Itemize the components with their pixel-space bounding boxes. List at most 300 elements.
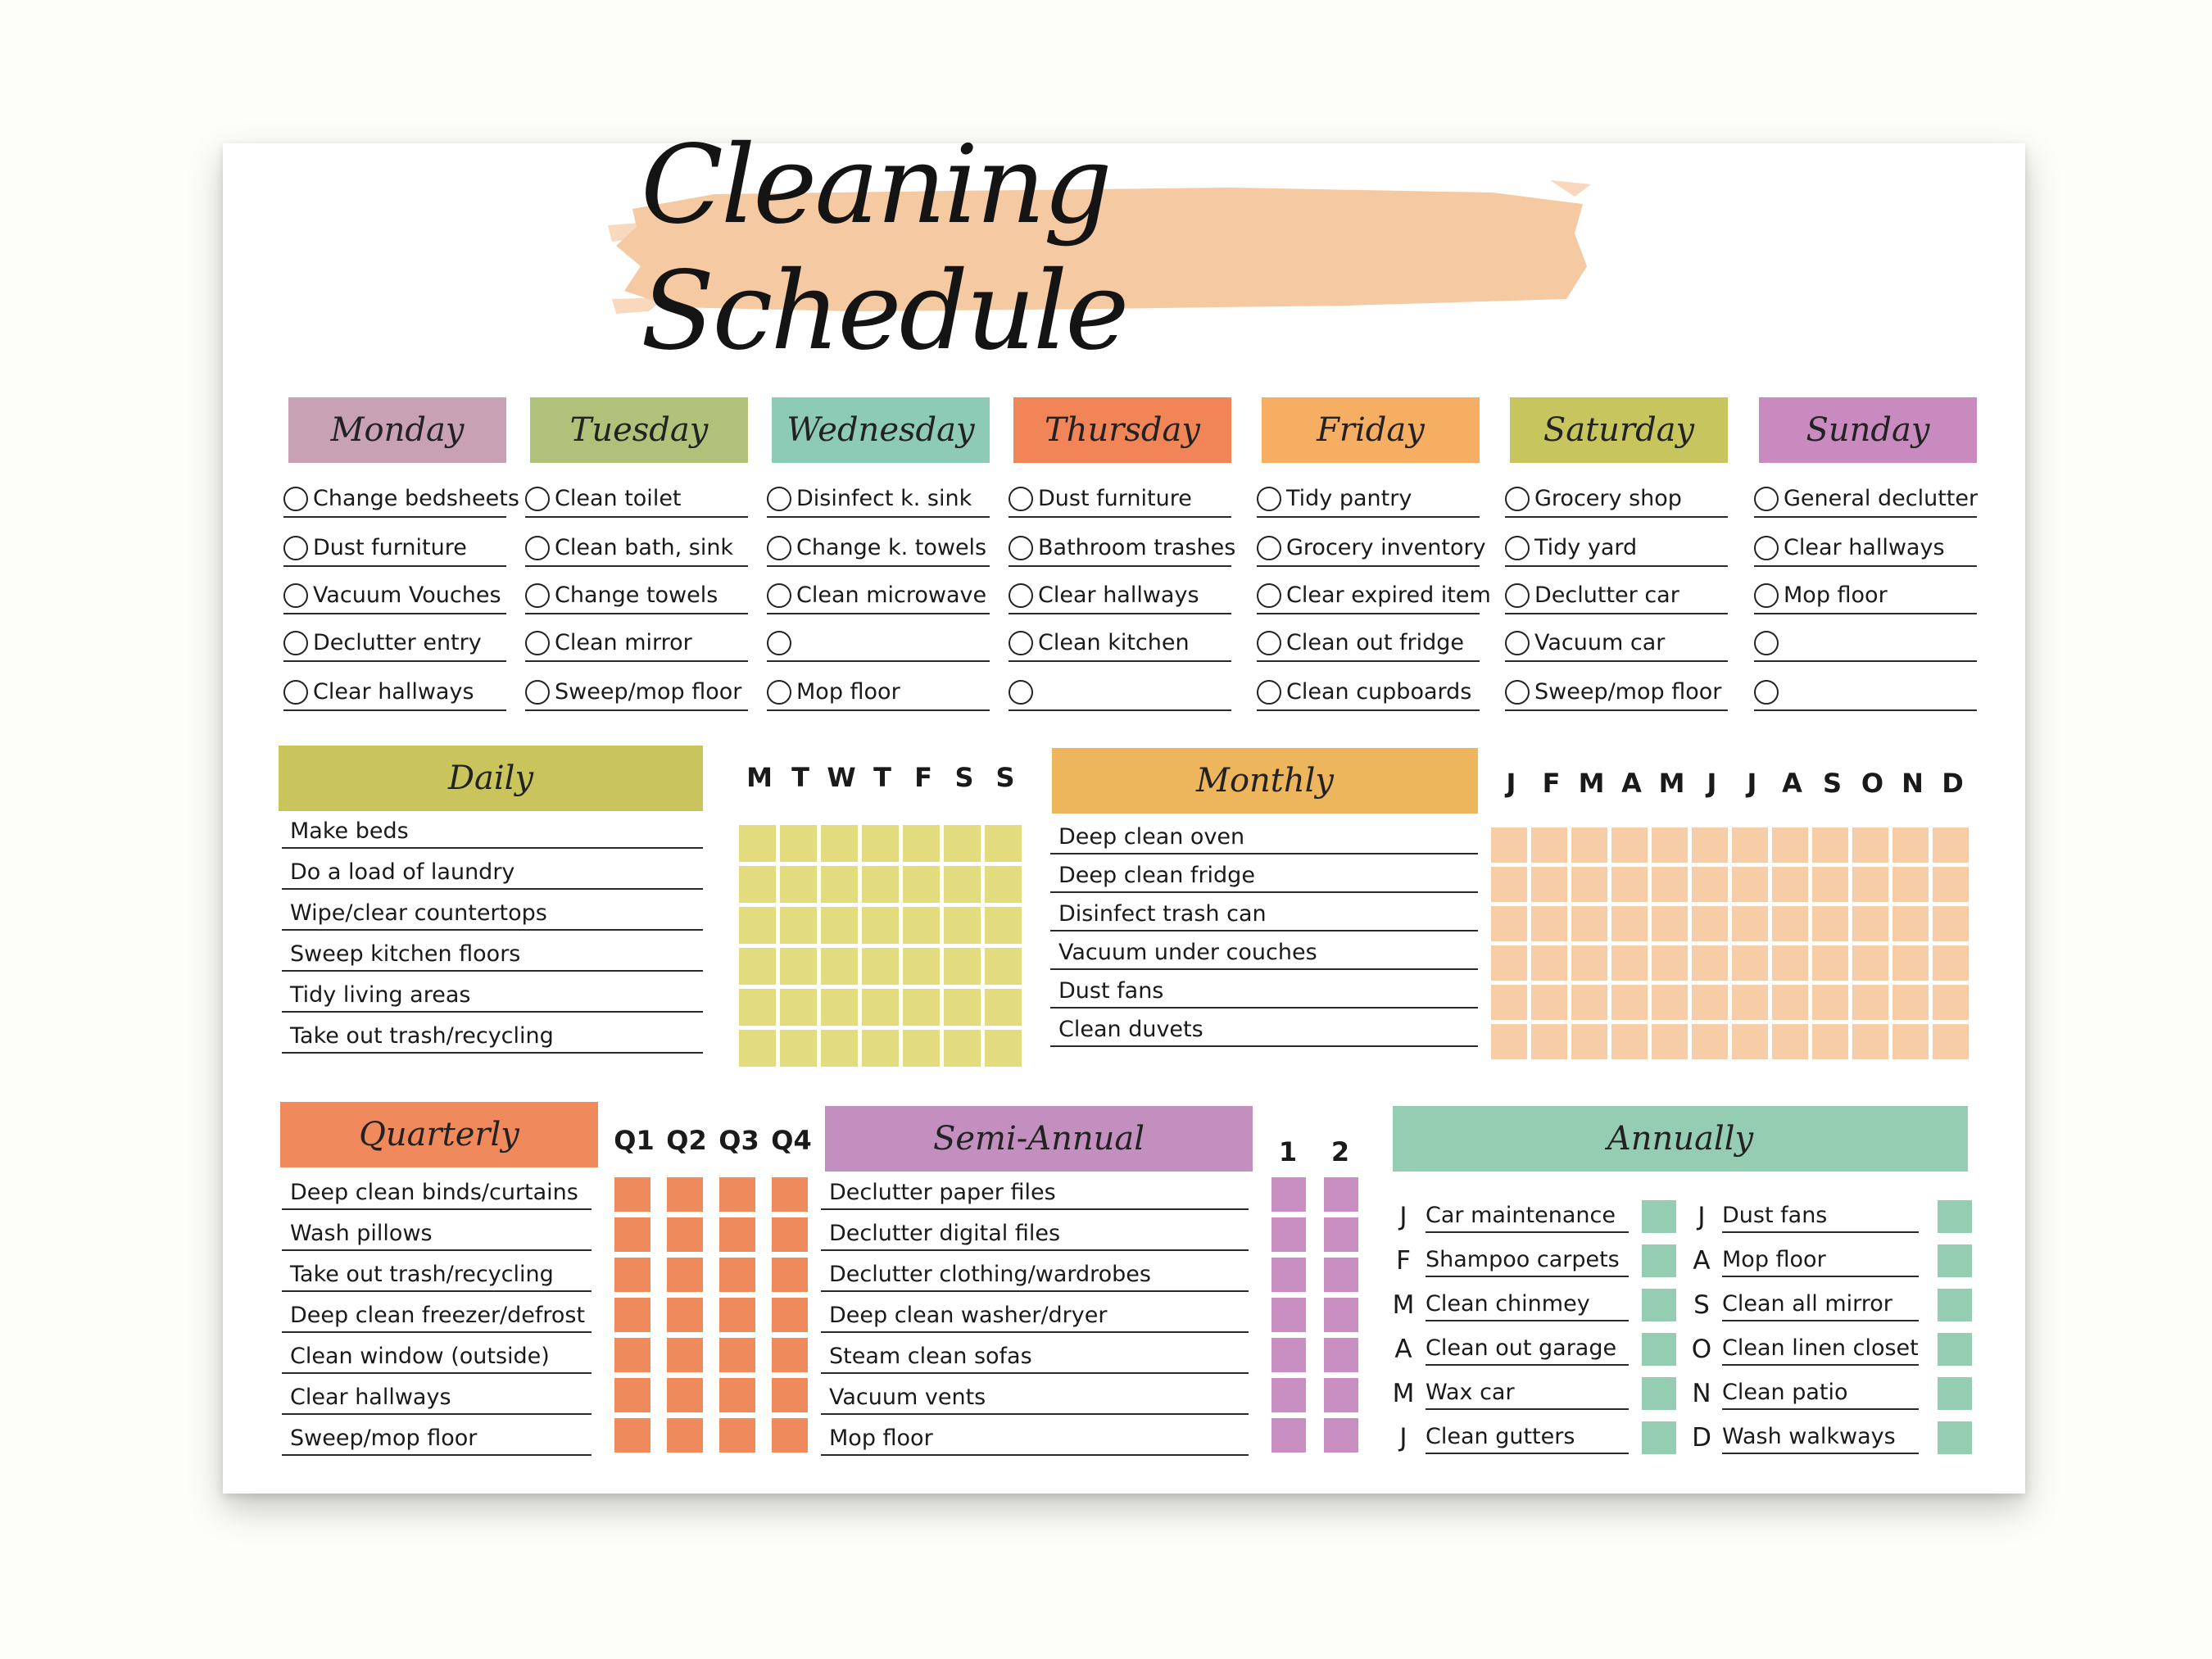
semi-annual-checkbox[interactable] bbox=[1324, 1378, 1358, 1412]
checkbox-circle-icon[interactable] bbox=[767, 680, 791, 705]
checkbox-circle-icon[interactable] bbox=[1754, 536, 1779, 560]
daily-checkbox[interactable] bbox=[780, 1030, 817, 1067]
quarterly-checkbox[interactable] bbox=[772, 1418, 808, 1453]
monthly-checkbox[interactable] bbox=[1531, 1024, 1567, 1059]
checkbox-circle-icon[interactable] bbox=[1257, 631, 1281, 655]
weekly-task-label: Clean bath, sink bbox=[555, 535, 734, 560]
day-header-monday: Monday bbox=[288, 397, 506, 463]
weekly-task-row bbox=[1257, 572, 1491, 614]
checkbox-circle-icon[interactable] bbox=[767, 583, 791, 608]
monthly-task: Deep clean fridge bbox=[1050, 858, 1478, 893]
annual-checkbox[interactable] bbox=[1938, 1421, 1972, 1454]
monthly-checkbox[interactable] bbox=[1571, 945, 1607, 981]
semi-annual-checkbox[interactable] bbox=[1271, 1177, 1306, 1212]
monthly-checkbox[interactable] bbox=[1852, 867, 1888, 902]
checkbox-circle-icon[interactable] bbox=[283, 631, 308, 655]
weekly-task-row bbox=[1257, 669, 1480, 711]
annual-task: Wax car bbox=[1426, 1369, 1629, 1410]
daily-checkbox[interactable] bbox=[821, 866, 858, 903]
daily-checkbox[interactable] bbox=[739, 989, 776, 1026]
quarterly-checkbox[interactable] bbox=[719, 1418, 755, 1453]
semi-annual-checkbox[interactable] bbox=[1271, 1258, 1306, 1292]
daily-checkbox[interactable] bbox=[944, 948, 981, 985]
annual-month-letter: D bbox=[1692, 1423, 1711, 1453]
column-letter: S bbox=[995, 762, 1015, 793]
monthly-checkbox[interactable] bbox=[1892, 945, 1929, 981]
annual-month-letter: O bbox=[1691, 1335, 1712, 1364]
annual-task: Mop floor bbox=[1722, 1236, 1919, 1277]
quarterly-task: Deep clean binds/curtains bbox=[282, 1172, 592, 1210]
annual-checkbox[interactable] bbox=[1642, 1289, 1676, 1321]
semi-annual-checkbox[interactable] bbox=[1271, 1378, 1306, 1412]
monthly-checkbox[interactable] bbox=[1491, 985, 1527, 1020]
daily-checkbox[interactable] bbox=[821, 948, 858, 985]
monthly-checkbox[interactable] bbox=[1611, 945, 1648, 981]
monthly-checkbox[interactable] bbox=[1772, 1024, 1808, 1059]
semi-annual-checkbox[interactable] bbox=[1271, 1217, 1306, 1252]
daily-checkbox[interactable] bbox=[903, 825, 940, 862]
daily-checkbox[interactable] bbox=[985, 907, 1022, 944]
annual-month-letter: J bbox=[1399, 1423, 1407, 1453]
daily-checkbox[interactable] bbox=[985, 1030, 1022, 1067]
daily-checkbox[interactable] bbox=[862, 989, 899, 1026]
quarterly-checkbox[interactable] bbox=[614, 1217, 650, 1252]
day-header-thursday: Thursday bbox=[1013, 397, 1231, 463]
annual-month-letter: A bbox=[1394, 1335, 1412, 1364]
weekly-task-label: Change bedsheets bbox=[313, 486, 519, 511]
semi-annual-checkbox[interactable] bbox=[1271, 1338, 1306, 1372]
daily-checkbox[interactable] bbox=[780, 948, 817, 985]
monthly-checkbox[interactable] bbox=[1732, 827, 1768, 863]
monthly-checkbox[interactable] bbox=[1732, 867, 1768, 902]
quarterly-checkbox[interactable] bbox=[667, 1298, 703, 1332]
weekly-task-label: Clean toilet bbox=[555, 486, 682, 511]
daily-checkbox[interactable] bbox=[903, 907, 940, 944]
annual-month-letter: N bbox=[1692, 1379, 1711, 1408]
checkbox-circle-icon[interactable] bbox=[525, 487, 550, 511]
daily-checkbox[interactable] bbox=[821, 825, 858, 862]
annual-checkbox[interactable] bbox=[1938, 1200, 1972, 1233]
quarterly-checkbox[interactable] bbox=[614, 1177, 650, 1212]
checkbox-circle-icon[interactable] bbox=[525, 583, 550, 608]
daily-checkbox[interactable] bbox=[944, 825, 981, 862]
monthly-checkbox[interactable] bbox=[1571, 1024, 1607, 1059]
daily-checkbox[interactable] bbox=[739, 1030, 776, 1067]
monthly-checkbox[interactable] bbox=[1892, 827, 1929, 863]
annual-checkbox[interactable] bbox=[1642, 1333, 1676, 1366]
checkbox-circle-icon[interactable] bbox=[283, 583, 308, 608]
daily-checkbox[interactable] bbox=[985, 866, 1022, 903]
quarterly-checkbox[interactable] bbox=[772, 1378, 808, 1412]
daily-checkbox[interactable] bbox=[739, 907, 776, 944]
monthly-checkbox[interactable] bbox=[1692, 945, 1728, 981]
quarterly-checkbox[interactable] bbox=[667, 1177, 703, 1212]
semi-annual-checkbox[interactable] bbox=[1324, 1177, 1358, 1212]
monthly-task: Disinfect trash can bbox=[1050, 896, 1478, 931]
monthly-checkbox[interactable] bbox=[1772, 867, 1808, 902]
annual-checkbox[interactable] bbox=[1938, 1244, 1972, 1277]
weekly-task-row bbox=[1257, 475, 1480, 518]
monthly-checkbox[interactable] bbox=[1531, 906, 1567, 941]
monthly-checkbox[interactable] bbox=[1692, 827, 1728, 863]
checkbox-circle-icon[interactable] bbox=[1754, 487, 1779, 511]
monthly-checkbox[interactable] bbox=[1772, 827, 1808, 863]
quarterly-checkbox[interactable] bbox=[667, 1378, 703, 1412]
annual-checkbox[interactable] bbox=[1938, 1289, 1972, 1321]
daily-checkbox[interactable] bbox=[780, 825, 817, 862]
column-letter: 2 bbox=[1330, 1136, 1350, 1167]
quarterly-checkbox[interactable] bbox=[667, 1338, 703, 1372]
daily-checkbox[interactable] bbox=[739, 948, 776, 985]
quarterly-checkbox[interactable] bbox=[667, 1418, 703, 1453]
monthly-checkbox[interactable] bbox=[1852, 945, 1888, 981]
monthly-checkbox[interactable] bbox=[1652, 867, 1688, 902]
monthly-checkbox[interactable] bbox=[1933, 945, 1969, 981]
monthly-checkbox[interactable] bbox=[1812, 945, 1848, 981]
monthly-checkbox[interactable] bbox=[1491, 1024, 1527, 1059]
monthly-header: Monthly bbox=[1052, 748, 1478, 814]
weekly-task-row bbox=[767, 524, 990, 567]
monthly-checkbox[interactable] bbox=[1892, 1024, 1929, 1059]
cleaning-schedule-sheet bbox=[223, 121, 2025, 1494]
monthly-checkbox-grid bbox=[1491, 827, 1969, 1059]
checkbox-circle-icon[interactable] bbox=[1257, 583, 1281, 608]
semi-annual-checkbox[interactable] bbox=[1324, 1298, 1358, 1332]
monthly-checkbox[interactable] bbox=[1812, 867, 1848, 902]
monthly-checkbox[interactable] bbox=[1652, 906, 1688, 941]
daily-checkbox[interactable] bbox=[903, 948, 940, 985]
weekly-task-label: Clear hallways bbox=[1038, 582, 1199, 608]
monthly-checkbox[interactable] bbox=[1611, 827, 1648, 863]
checkbox-circle-icon[interactable] bbox=[1505, 583, 1530, 608]
annually-header: Annually bbox=[1393, 1106, 1968, 1172]
weekly-task-row bbox=[1257, 524, 1486, 567]
monthly-checkbox[interactable] bbox=[1531, 945, 1567, 981]
monthly-checkbox[interactable] bbox=[1732, 985, 1768, 1020]
monthly-month-letters bbox=[1491, 768, 1973, 799]
monthly-checkbox[interactable] bbox=[1571, 985, 1607, 1020]
annual-task: Dust fans bbox=[1722, 1192, 1919, 1233]
monthly-checkbox[interactable] bbox=[1491, 906, 1527, 941]
monthly-checkbox[interactable] bbox=[1692, 1024, 1728, 1059]
daily-day-letters bbox=[739, 762, 1026, 793]
annual-checkbox[interactable] bbox=[1642, 1421, 1676, 1454]
checkbox-circle-icon[interactable] bbox=[283, 680, 308, 705]
quarterly-checkbox[interactable] bbox=[719, 1258, 755, 1292]
weekly-task-label: Vacuum Vouches bbox=[313, 582, 501, 608]
quarterly-checkbox[interactable] bbox=[772, 1298, 808, 1332]
monthly-checkbox[interactable] bbox=[1692, 906, 1728, 941]
quarterly-checkbox[interactable] bbox=[719, 1177, 755, 1212]
daily-checkbox[interactable] bbox=[780, 989, 817, 1026]
column-letter: Q2 bbox=[666, 1125, 707, 1156]
daily-checkbox[interactable] bbox=[903, 989, 940, 1026]
quarterly-checkbox[interactable] bbox=[772, 1217, 808, 1252]
weekly-task-row bbox=[1754, 669, 1977, 711]
monthly-checkbox[interactable] bbox=[1652, 1024, 1688, 1059]
checkbox-circle-icon[interactable] bbox=[1257, 487, 1281, 511]
weekly-task-row bbox=[1505, 669, 1728, 711]
weekly-task-label: Disinfect k. sink bbox=[796, 486, 972, 511]
weekly-task-label: Tidy yard bbox=[1534, 535, 1638, 560]
quarterly-checkbox[interactable] bbox=[614, 1258, 650, 1292]
monthly-checkbox[interactable] bbox=[1652, 827, 1688, 863]
weekly-task-row bbox=[283, 619, 506, 662]
checkbox-circle-icon[interactable] bbox=[1009, 583, 1033, 608]
daily-checkbox[interactable] bbox=[862, 825, 899, 862]
weekly-task-row bbox=[767, 475, 990, 518]
checkbox-circle-icon[interactable] bbox=[525, 680, 550, 705]
column-letter: J bbox=[1747, 768, 1757, 799]
annual-task: Shampoo carpets bbox=[1426, 1236, 1629, 1277]
monthly-checkbox[interactable] bbox=[1531, 827, 1567, 863]
column-letter: M bbox=[1578, 768, 1605, 799]
monthly-checkbox[interactable] bbox=[1571, 867, 1607, 902]
daily-checkbox[interactable] bbox=[944, 866, 981, 903]
quarterly-checkbox[interactable] bbox=[614, 1418, 650, 1453]
monthly-checkbox[interactable] bbox=[1571, 827, 1607, 863]
monthly-checkbox[interactable] bbox=[1491, 827, 1527, 863]
monthly-checkbox[interactable] bbox=[1611, 906, 1648, 941]
annual-month-letter: A bbox=[1693, 1246, 1711, 1276]
daily-checkbox[interactable] bbox=[821, 989, 858, 1026]
quarterly-checkbox[interactable] bbox=[772, 1258, 808, 1292]
checkbox-circle-icon[interactable] bbox=[283, 487, 308, 511]
monthly-checkbox[interactable] bbox=[1531, 867, 1567, 902]
daily-checkbox[interactable] bbox=[903, 866, 940, 903]
monthly-checkbox[interactable] bbox=[1812, 906, 1848, 941]
monthly-checkbox[interactable] bbox=[1933, 1024, 1969, 1059]
weekly-task-row bbox=[1009, 475, 1231, 518]
monthly-checkbox[interactable] bbox=[1611, 985, 1648, 1020]
title-area bbox=[608, 121, 1591, 374]
column-letter: Q4 bbox=[771, 1125, 812, 1156]
daily-checkbox[interactable] bbox=[739, 825, 776, 862]
daily-checkbox-grid bbox=[739, 825, 1022, 1067]
column-letter: J bbox=[1707, 768, 1717, 799]
weekly-task-label: Change towels bbox=[555, 582, 718, 608]
monthly-checkbox[interactable] bbox=[1652, 945, 1688, 981]
semi-annual-checkbox[interactable] bbox=[1324, 1258, 1358, 1292]
monthly-task: Dust fans bbox=[1050, 973, 1478, 1009]
checkbox-circle-icon[interactable] bbox=[525, 536, 550, 560]
monthly-checkbox[interactable] bbox=[1892, 867, 1929, 902]
monthly-checkbox[interactable] bbox=[1812, 1024, 1848, 1059]
monthly-checkbox[interactable] bbox=[1692, 867, 1728, 902]
annual-month-letter: J bbox=[1399, 1202, 1407, 1231]
annual-task: Clean gutters bbox=[1426, 1413, 1629, 1454]
monthly-checkbox[interactable] bbox=[1531, 985, 1567, 1020]
quarterly-checkbox[interactable] bbox=[772, 1177, 808, 1212]
monthly-checkbox[interactable] bbox=[1933, 985, 1969, 1020]
quarterly-checkbox[interactable] bbox=[719, 1217, 755, 1252]
monthly-checkbox[interactable] bbox=[1933, 827, 1969, 863]
annual-task: Clean all mirror bbox=[1722, 1281, 1919, 1321]
checkbox-circle-icon[interactable] bbox=[1505, 631, 1530, 655]
weekly-task-label: Dust furniture bbox=[313, 535, 467, 560]
weekly-task-label: Clean kitchen bbox=[1038, 630, 1190, 655]
monthly-checkbox[interactable] bbox=[1892, 906, 1929, 941]
weekly-task-label: Clean mirror bbox=[555, 630, 692, 655]
column-letter: M bbox=[1658, 768, 1685, 799]
column-letter: S bbox=[954, 762, 974, 793]
weekly-task-row bbox=[1754, 619, 1977, 662]
weekly-task-row bbox=[1009, 572, 1231, 614]
quarterly-checkbox-grid bbox=[614, 1177, 808, 1453]
weekly-task-label: Clean microwave bbox=[796, 582, 987, 608]
checkbox-circle-icon[interactable] bbox=[1754, 631, 1779, 655]
monthly-checkbox[interactable] bbox=[1571, 906, 1607, 941]
annual-checkbox[interactable] bbox=[1642, 1200, 1676, 1233]
semi-annual-checkbox[interactable] bbox=[1271, 1418, 1306, 1453]
daily-checkbox[interactable] bbox=[944, 989, 981, 1026]
semi-annual-header: Semi-Annual bbox=[825, 1106, 1253, 1172]
monthly-checkbox[interactable] bbox=[1692, 985, 1728, 1020]
semi-annual-task: Declutter paper files bbox=[821, 1172, 1249, 1210]
weekly-task-row bbox=[283, 669, 506, 711]
quarterly-checkbox[interactable] bbox=[719, 1338, 755, 1372]
daily-checkbox[interactable] bbox=[944, 907, 981, 944]
monthly-checkbox[interactable] bbox=[1852, 827, 1888, 863]
monthly-checkbox[interactable] bbox=[1933, 867, 1969, 902]
quarterly-checkbox[interactable] bbox=[667, 1217, 703, 1252]
column-letter: J bbox=[1506, 768, 1516, 799]
checkbox-circle-icon[interactable] bbox=[1009, 680, 1033, 705]
monthly-checkbox[interactable] bbox=[1611, 1024, 1648, 1059]
monthly-checkbox[interactable] bbox=[1772, 906, 1808, 941]
quarterly-letters bbox=[608, 1125, 818, 1156]
weekly-task-row bbox=[283, 524, 506, 567]
quarterly-checkbox[interactable] bbox=[614, 1298, 650, 1332]
quarterly-checkbox[interactable] bbox=[614, 1378, 650, 1412]
checkbox-circle-icon[interactable] bbox=[1505, 536, 1530, 560]
weekly-task-label: Clear expired item bbox=[1286, 582, 1491, 608]
daily-checkbox[interactable] bbox=[903, 1030, 940, 1067]
checkbox-circle-icon[interactable] bbox=[1505, 487, 1530, 511]
quarterly-header: Quarterly bbox=[280, 1102, 598, 1167]
day-header-saturday: Saturday bbox=[1510, 397, 1728, 463]
daily-checkbox[interactable] bbox=[944, 1030, 981, 1067]
semi-annual-checkbox[interactable] bbox=[1324, 1418, 1358, 1453]
column-letter: S bbox=[1822, 768, 1843, 799]
quarterly-checkbox[interactable] bbox=[719, 1378, 755, 1412]
checkbox-circle-icon[interactable] bbox=[1009, 536, 1033, 560]
daily-checkbox[interactable] bbox=[821, 907, 858, 944]
quarterly-checkbox[interactable] bbox=[614, 1338, 650, 1372]
annual-checkbox[interactable] bbox=[1938, 1377, 1972, 1410]
column-letter: A bbox=[1621, 768, 1642, 799]
quarterly-task: Deep clean freezer/defrost bbox=[282, 1295, 592, 1333]
quarterly-checkbox[interactable] bbox=[667, 1258, 703, 1292]
monthly-checkbox[interactable] bbox=[1933, 906, 1969, 941]
daily-checkbox[interactable] bbox=[985, 825, 1022, 862]
checkbox-circle-icon[interactable] bbox=[1009, 487, 1033, 511]
weekly-task-label: Declutter entry bbox=[313, 630, 482, 655]
quarterly-task: Wash pillows bbox=[282, 1213, 592, 1251]
weekly-task-label: Clear hallways bbox=[1784, 535, 1945, 560]
semi-annual-task: Steam clean sofas bbox=[821, 1336, 1249, 1374]
monthly-checkbox[interactable] bbox=[1732, 1024, 1768, 1059]
day-header-tuesday: Tuesday bbox=[530, 397, 748, 463]
annual-checkbox[interactable] bbox=[1642, 1244, 1676, 1277]
quarterly-checkbox[interactable] bbox=[772, 1338, 808, 1372]
daily-checkbox[interactable] bbox=[985, 948, 1022, 985]
monthly-checkbox[interactable] bbox=[1652, 985, 1688, 1020]
monthly-checkbox[interactable] bbox=[1491, 867, 1527, 902]
semi-annual-checkbox[interactable] bbox=[1324, 1338, 1358, 1372]
monthly-checkbox[interactable] bbox=[1812, 985, 1848, 1020]
semi-annual-checkbox[interactable] bbox=[1271, 1298, 1306, 1332]
semi-annual-checkbox[interactable] bbox=[1324, 1217, 1358, 1252]
weekly-task-label: Bathroom trashes bbox=[1038, 535, 1236, 560]
daily-checkbox[interactable] bbox=[739, 866, 776, 903]
monthly-checkbox[interactable] bbox=[1812, 827, 1848, 863]
monthly-checkbox[interactable] bbox=[1772, 985, 1808, 1020]
weekly-task-label: Sweep/mop floor bbox=[555, 679, 742, 705]
daily-checkbox[interactable] bbox=[862, 1030, 899, 1067]
daily-checkbox[interactable] bbox=[862, 866, 899, 903]
monthly-checkbox[interactable] bbox=[1732, 906, 1768, 941]
column-letter: T bbox=[791, 762, 809, 793]
weekly-task-row bbox=[1505, 619, 1728, 662]
daily-checkbox[interactable] bbox=[780, 866, 817, 903]
day-header-wednesday: Wednesday bbox=[772, 397, 990, 463]
weekly-task-row bbox=[1009, 619, 1231, 662]
monthly-checkbox[interactable] bbox=[1892, 985, 1929, 1020]
checkbox-circle-icon[interactable] bbox=[283, 536, 308, 560]
daily-checkbox[interactable] bbox=[862, 948, 899, 985]
monthly-checkbox[interactable] bbox=[1852, 1024, 1888, 1059]
daily-checkbox[interactable] bbox=[821, 1030, 858, 1067]
checkbox-circle-icon[interactable] bbox=[767, 536, 791, 560]
annual-checkbox[interactable] bbox=[1938, 1333, 1972, 1366]
day-header-sunday: Sunday bbox=[1759, 397, 1977, 463]
checkbox-circle-icon[interactable] bbox=[1754, 680, 1779, 705]
monthly-task: Clean duvets bbox=[1050, 1012, 1478, 1047]
monthly-checkbox[interactable] bbox=[1732, 945, 1768, 981]
monthly-checkbox[interactable] bbox=[1491, 945, 1527, 981]
daily-checkbox[interactable] bbox=[780, 907, 817, 944]
daily-checkbox[interactable] bbox=[985, 989, 1022, 1026]
annual-task: Clean out garage bbox=[1426, 1325, 1629, 1366]
daily-checkbox[interactable] bbox=[862, 907, 899, 944]
daily-task: Make beds bbox=[282, 811, 703, 849]
annual-month-letter: F bbox=[1396, 1246, 1411, 1276]
monthly-checkbox[interactable] bbox=[1772, 945, 1808, 981]
checkbox-circle-icon[interactable] bbox=[1009, 631, 1033, 655]
monthly-checkbox[interactable] bbox=[1611, 867, 1648, 902]
weekly-task-row bbox=[283, 572, 506, 614]
column-letter: T bbox=[873, 762, 891, 793]
checkbox-circle-icon[interactable] bbox=[1257, 680, 1281, 705]
checkbox-circle-icon[interactable] bbox=[1257, 536, 1281, 560]
weekly-task-row bbox=[1009, 669, 1231, 711]
checkbox-circle-icon[interactable] bbox=[1754, 583, 1779, 608]
quarterly-task: Clear hallways bbox=[282, 1377, 592, 1415]
checkbox-circle-icon[interactable] bbox=[767, 631, 791, 655]
monthly-checkbox[interactable] bbox=[1852, 906, 1888, 941]
daily-task: Do a load of laundry bbox=[282, 852, 703, 890]
annual-task: Clean patio bbox=[1722, 1369, 1919, 1410]
checkbox-circle-icon[interactable] bbox=[1505, 680, 1530, 705]
annual-checkbox[interactable] bbox=[1642, 1377, 1676, 1410]
checkbox-circle-icon[interactable] bbox=[767, 487, 791, 511]
checkbox-circle-icon[interactable] bbox=[525, 631, 550, 655]
weekly-task-row bbox=[1754, 572, 1977, 614]
quarterly-checkbox[interactable] bbox=[719, 1298, 755, 1332]
monthly-checkbox[interactable] bbox=[1852, 985, 1888, 1020]
annual-task: Wash walkways bbox=[1722, 1413, 1919, 1454]
